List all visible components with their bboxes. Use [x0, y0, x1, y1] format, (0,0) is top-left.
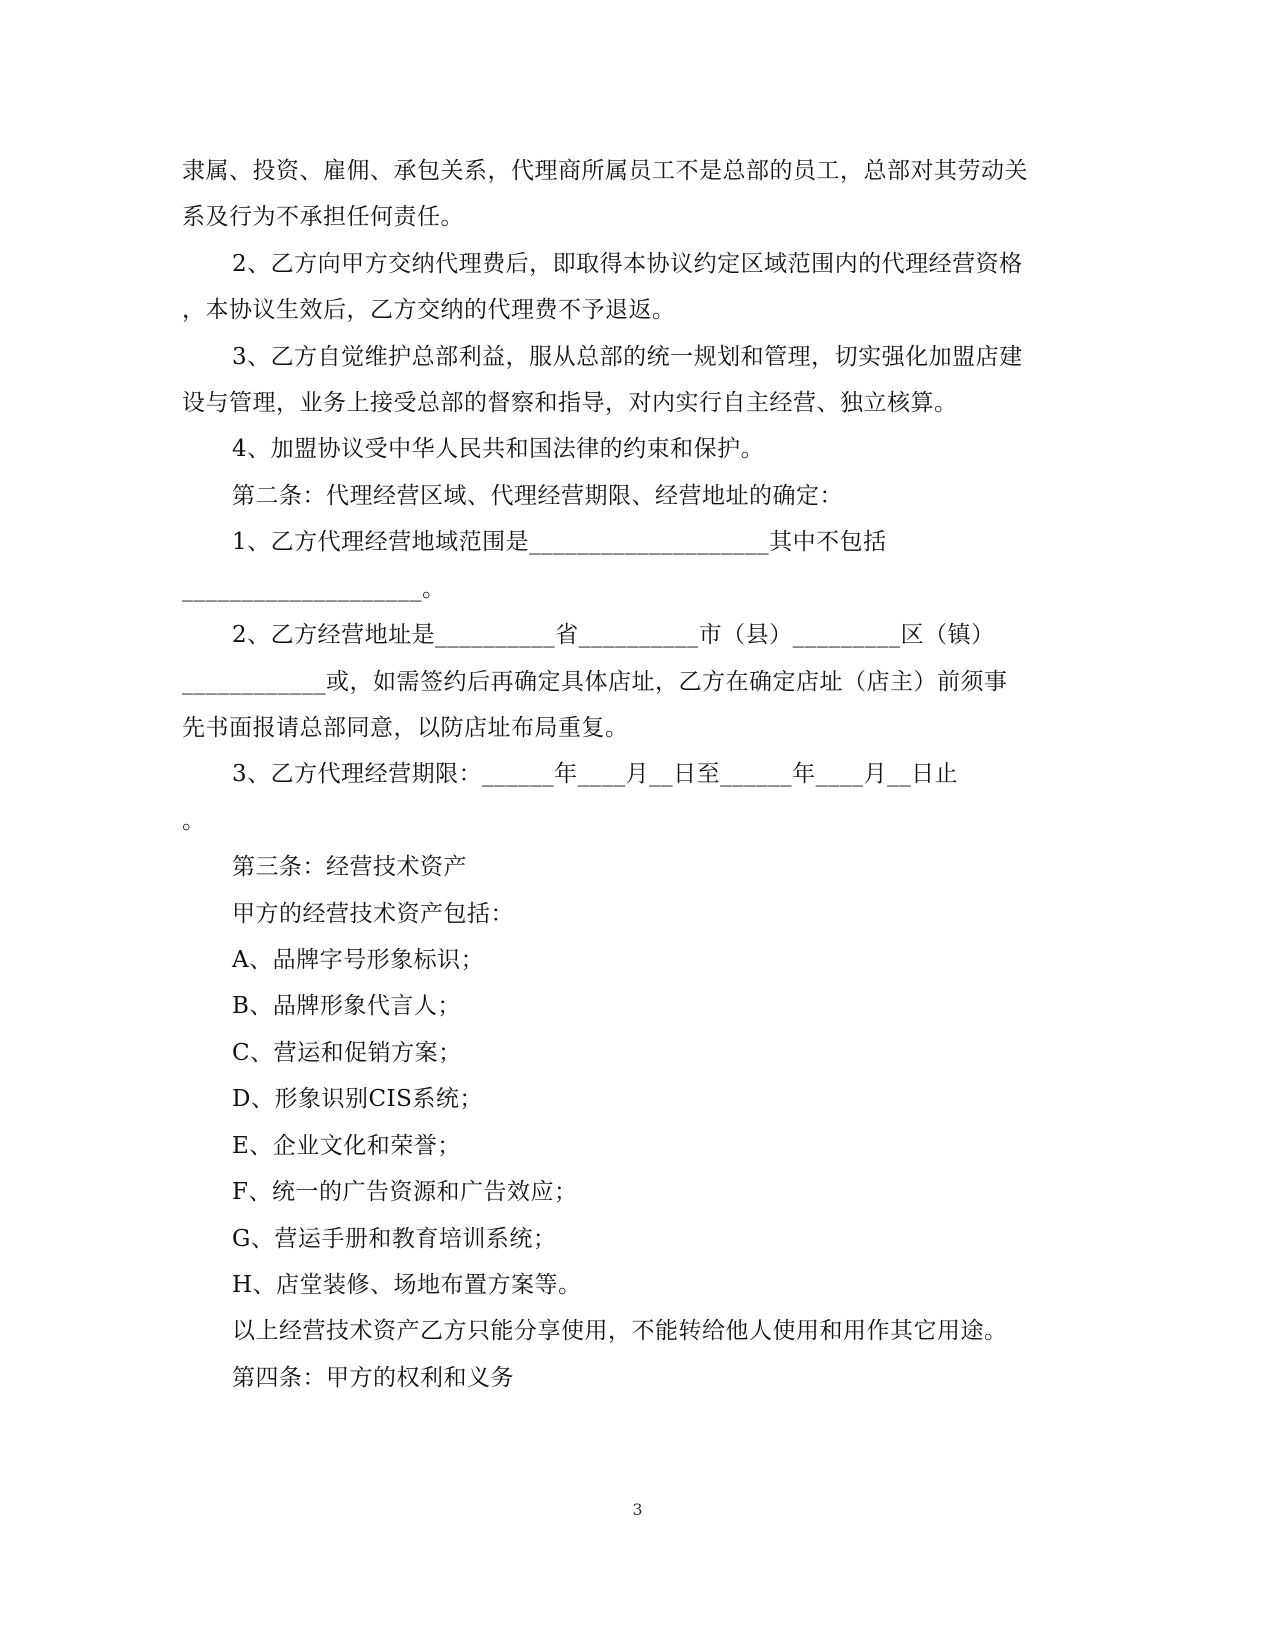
paragraph-line: 3、乙方代理经营期限：______年____月__日至______年____月__日止 — [232, 761, 959, 787]
paragraph-line: 甲方的经营技术资产包括： — [232, 901, 514, 927]
list-item: B、品牌形象代言人； — [232, 993, 461, 1019]
list-item: E、企业文化和荣誉； — [232, 1133, 461, 1159]
section-heading: 第三条：经营技术资产 — [232, 854, 467, 880]
list-item: C、营运和促销方案； — [232, 1040, 462, 1066]
paragraph-line: 。 — [182, 808, 206, 834]
list-item: G、营运手册和教育培训系统； — [232, 1226, 557, 1252]
paragraph-line: 隶属、投资、雇佣、承包关系，代理商所属员工不是总部的员工，总部对其劳动关 — [182, 158, 1028, 184]
paragraph-line: 1、乙方代理经营地域范围是____________________其中不包括 — [232, 529, 887, 555]
section-heading: 第四条：甲方的权利和义务 — [232, 1365, 514, 1391]
paragraph-line: ____________或，如需签约后再确定具体店址，乙方在确定店址（店主）前须事 — [182, 669, 1008, 695]
list-item: F、统一的广告资源和广告效应； — [232, 1179, 578, 1205]
paragraph-line: 2、乙方向甲方交纳代理费后，即取得本协议约定区域范围内的代理经营资格 — [232, 251, 1023, 277]
paragraph-line: 4、加盟协议受中华人民共和国法律的约束和保护。 — [232, 436, 765, 462]
list-item: D、形象识别CIS系统； — [232, 1086, 483, 1112]
paragraph-line: 系及行为不承担任何责任。 — [182, 204, 464, 230]
paragraph-line: 2、乙方经营地址是__________省__________市（县）_________区（镇） — [232, 622, 995, 648]
list-item: H、店堂装修、场地布置方案等。 — [232, 1272, 582, 1298]
list-item: A、品牌字号形象标识； — [232, 947, 485, 973]
paragraph-line: 3、乙方自觉维护总部利益，服从总部的统一规划和管理，切实强化加盟店建 — [232, 344, 1023, 370]
section-heading: 第二条：代理经营区域、代理经营期限、经营地址的确定： — [232, 483, 843, 509]
paragraph-line: 先书面报请总部同意，以防店址布局重复。 — [182, 715, 629, 741]
paragraph-line: 以上经营技术资产乙方只能分享使用，不能转给他人使用和用作其它用途。 — [232, 1318, 1008, 1344]
page-number: 3 — [632, 1500, 643, 1519]
paragraph-line: ，本协议生效后，乙方交纳的代理费不予退返。 — [182, 297, 676, 323]
paragraph-line: 设与管理，业务上接受总部的督察和指导，对内实行自主经营、独立核算。 — [182, 390, 958, 416]
paragraph-line: ____________________。 — [182, 576, 446, 602]
